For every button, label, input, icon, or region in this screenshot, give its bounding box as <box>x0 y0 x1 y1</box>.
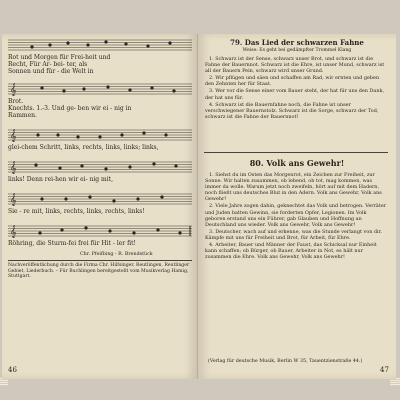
verse: 3. Wer vor die Sense einer vom Bauer steht, der hat für uns den Dank, der hat uns für. <box>205 88 385 101</box>
music-staff-1 <box>2 38 197 52</box>
song-79-melody-note: Weise: Es geht bei gedämpfter Trommel Klang <box>242 48 352 53</box>
music-staff-6 <box>2 224 197 238</box>
song-79-verses <box>205 56 388 121</box>
music-staff-4 <box>2 160 197 174</box>
lyric-line: glei-chem Schritt, links, rechts, links, links; links, <box>8 144 159 151</box>
lyric-line: Rammen. <box>8 112 37 119</box>
music-staff-2 <box>2 82 197 96</box>
svg-text:𝄞: 𝄞 <box>10 129 17 142</box>
verse: 1. Schwarz ist der Sense, schwarz unser Brot, und schwarz ist die Fahne der Bauernnot. Schwarz ist die Ehre, ist unser Mund, schwarz ist all der Bauern Pein, schwarz wird unser Grund. <box>205 56 385 75</box>
divider <box>8 260 192 261</box>
lyric-line: links! Denn rei-hen wir ei- nig mit, <box>8 176 113 183</box>
publisher-credit: (Verlag für deutsche Musik, Berlin W 35, Tauentzienstraße 44.) <box>208 359 363 364</box>
page-number-left: 46 <box>8 366 17 374</box>
lyric-line: Rot und Morgen für Frei-heit und <box>8 54 111 61</box>
verse: 1. Siehst du im Osten das Morgenrot, ein Zeichen zur Freiheit, zur Sonne. Wir halten zusammen, ob lebend, ob tot, mag kommen, was immer da wolle. Warum jetzt noch zweifeln, hört auf mit dem Hadern, noch fließt uns deutsches Blut in den Adern. Volk ans Gewehr, Volk ans Gewehr! <box>205 172 382 203</box>
verse: 2. Wir pflügen und säen und schaffen am Rad, wir ernten und geben den Zehnten her für Staat. <box>205 75 380 88</box>
song-79-title: 79. Das Lied der schwarzen Fahne <box>230 38 364 47</box>
song-attribution: Chr. Pfeifbing - R. Brendstück <box>80 252 153 257</box>
svg-text:𝄞: 𝄞 <box>10 225 17 238</box>
lyric-line: Knechts. 1.-3. Und ge- ben wir ei - nig in <box>8 105 132 112</box>
lyric-line: Sonnen und für - die Welt in <box>8 68 94 75</box>
page-stack-left <box>0 378 8 386</box>
svg-text:𝄞: 𝄞 <box>10 161 17 174</box>
svg-text:𝄞: 𝄞 <box>10 193 17 206</box>
page-number-right: 47 <box>380 366 389 374</box>
music-staff-3 <box>2 128 197 142</box>
divider <box>204 152 388 153</box>
verse: 3. Deutscher, wach auf und erkenne, was die Stunde verlangt von dir. Kämpfe mit uns für Freiheit und Brot, für Arbeit, für Ehre. <box>205 228 382 241</box>
verse: 4. Arbeiter, Bauer und Männer der Faust, das Schicksal nur Einheit kann schaffen; ob Bürger, ob Bauer, Arbeiter in Not, es hält nur zusammen die Ehre. Volk ans Gewehr, Volk ans Gewehr! <box>205 242 377 261</box>
music-staff-5 <box>2 192 197 206</box>
verse: 2. Viele Jahre zogen dahin, geknechtet das Volk und betrogen. Verräter und Juden hatten Gewinn, sie forderten Opfer, Legionen. Im Volk geboren erstand uns ein Führer, gab Glauben und Hoffnung an Deutschland uns wieder. Volk ans Gewehr, Volk ans Gewehr! <box>205 203 387 228</box>
page-stack-right <box>390 378 400 386</box>
left-page <box>2 34 198 379</box>
lyric-line: Röhring, die Sturm-fei frei für Hit - ler fit! <box>8 240 136 247</box>
right-page <box>198 34 396 379</box>
lyric-line: Recht, Für Ar- bei- ter, als <box>8 61 88 68</box>
copyright-footer: Nachveröffentlichung durch die Firma Chr. Hilfsinger, Reutlingen, Reutlinger Gebiet, Liederbuch. – Für Buchlingen bereitgestellt vom Musikverlag Hamig, Stuttgart. <box>8 263 190 280</box>
lyric-line: Brot. <box>8 98 24 105</box>
song-80-verses <box>205 172 388 261</box>
verse: 4. Schwarz ist die Bauernfahne noch, die Fahne ist unser verschwiegener Bauernstolz. Schwarz ist die Sorge, schwarz der Tod, schwarz ist die Fahne der Bauernnot! <box>205 101 379 120</box>
song-80-title: 80. Volk ans Gewehr! <box>249 158 345 168</box>
lyric-line: Sie - re mit, links, rechts, links, rechts, links! <box>8 208 145 215</box>
svg-text:𝄞: 𝄞 <box>10 83 17 96</box>
